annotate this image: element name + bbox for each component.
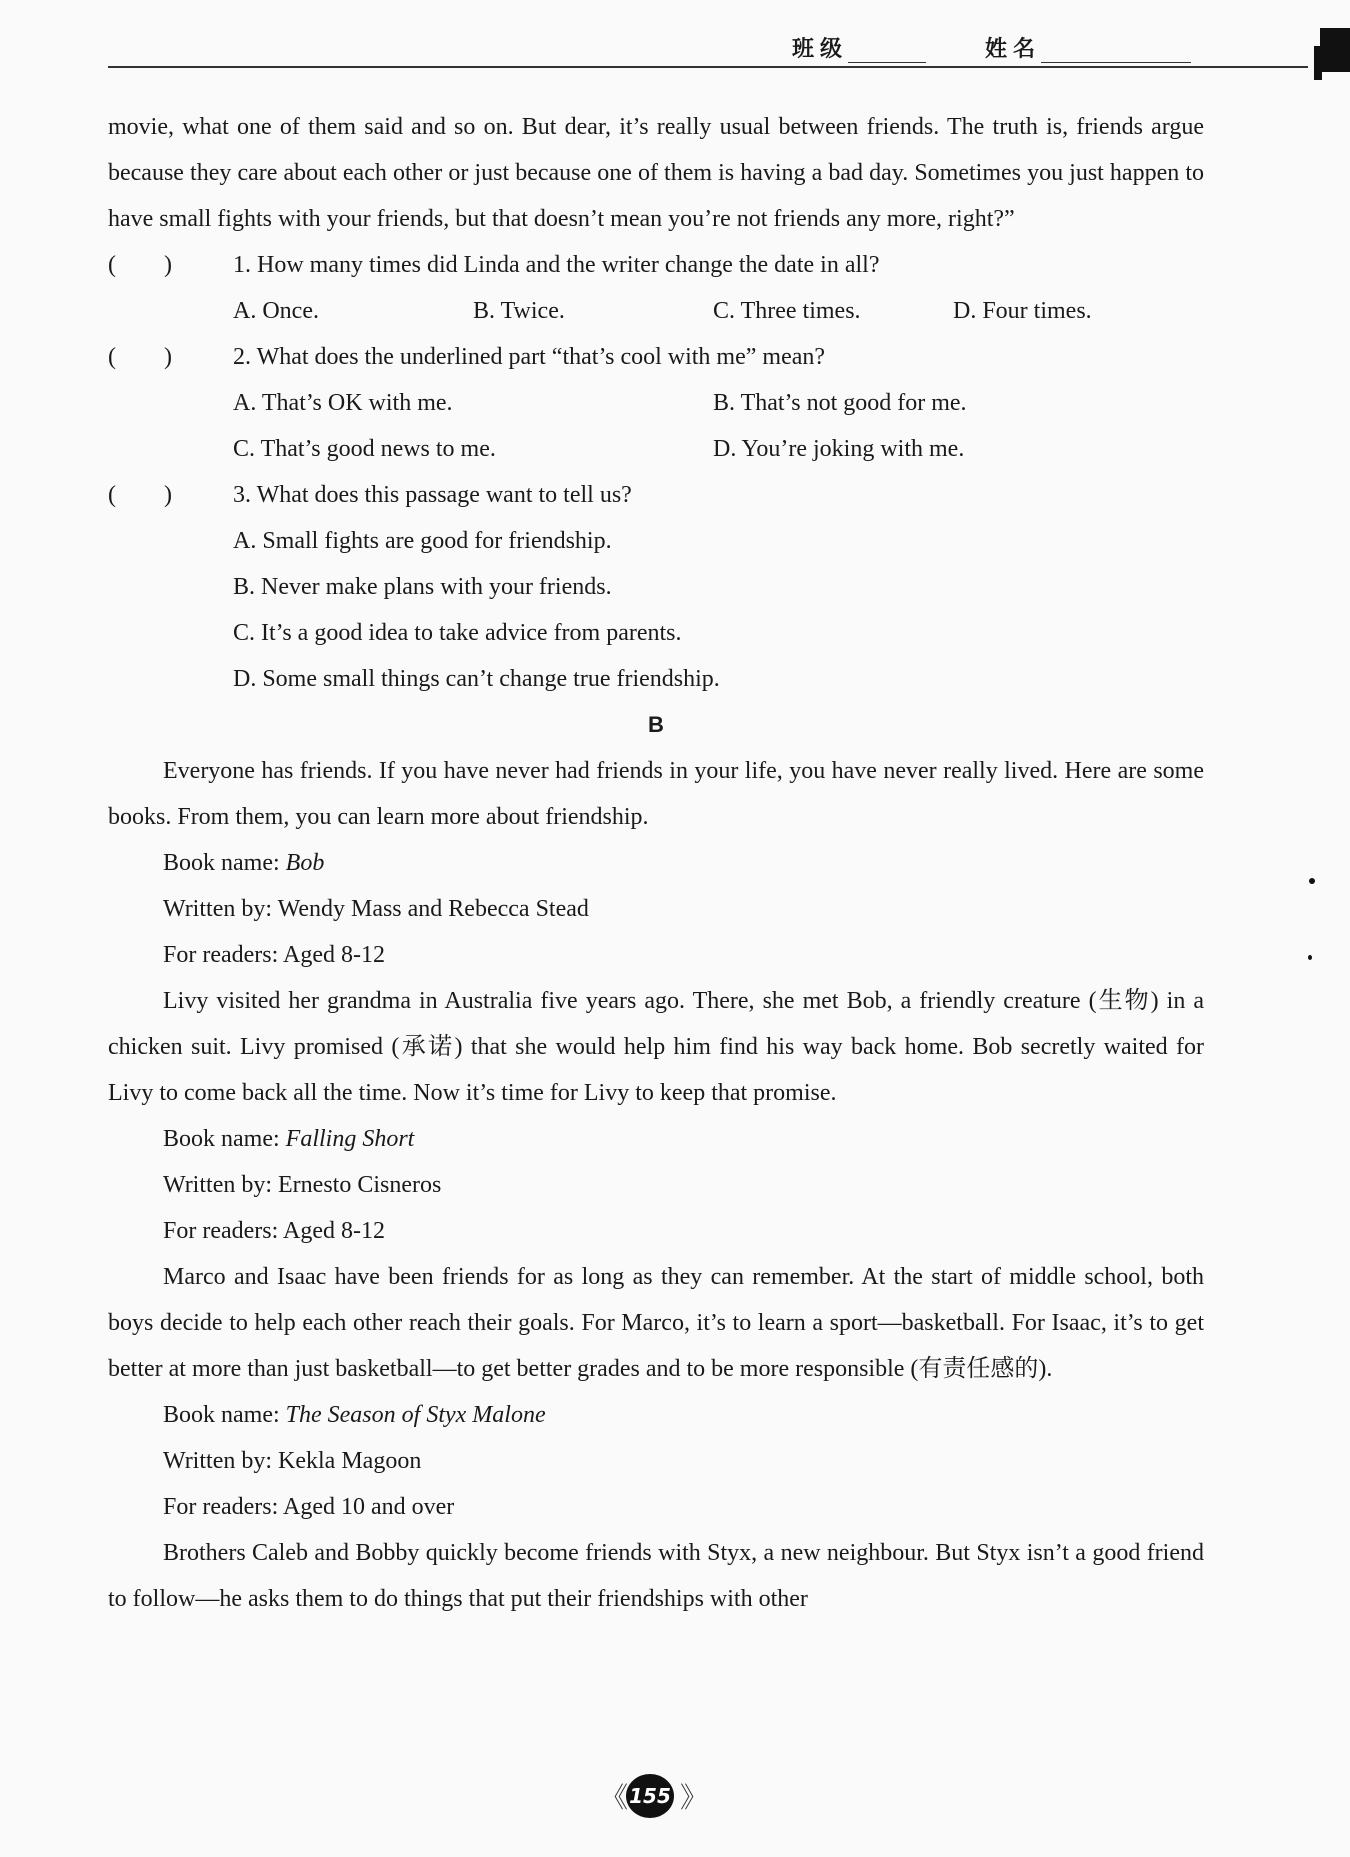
class-field bbox=[792, 32, 926, 63]
book-summary: Marco and Isaac have been friends for as long as they can remember. At the start of middle school, both boys decide to help each other reach their goals. For Marco, it’s to learn a sport—basketball. For Isaac, it’s to get better at more than just basketball—to get better grades and to be more responsible (有责任感的). bbox=[108, 1264, 1204, 1382]
name-label: 姓名 bbox=[985, 37, 1042, 62]
option-d: D. Four times. bbox=[953, 298, 1092, 324]
answer-blank-2[interactable]: ( ) bbox=[108, 344, 172, 370]
question-text: 1. How many times did Linda and the writer change the date in all? bbox=[233, 252, 880, 278]
section-heading-b: B bbox=[648, 712, 664, 737]
page-footer bbox=[600, 1772, 700, 1820]
question-3 bbox=[108, 472, 1204, 702]
question-1 bbox=[108, 242, 1204, 334]
book-title: The Season of Styx Malone bbox=[285, 1402, 546, 1428]
book-author: Wendy Mass and Rebecca Stead bbox=[277, 896, 589, 922]
option-b: B. Twice. bbox=[473, 298, 565, 324]
page-content bbox=[108, 104, 1204, 1622]
book-name-line: Book name: Bob bbox=[163, 850, 325, 876]
book-author: Kekla Magoon bbox=[278, 1448, 422, 1474]
margin-dot bbox=[1308, 955, 1312, 960]
option-a: A. Small fights are good for friendship. bbox=[233, 528, 612, 554]
answer-blank-1[interactable]: ( ) bbox=[108, 252, 172, 278]
book-entry-falling-short bbox=[108, 1116, 1204, 1392]
name-blank[interactable] bbox=[1041, 38, 1191, 63]
class-label: 班级 bbox=[792, 37, 849, 62]
book-author-line: Written by: Wendy Mass and Rebecca Stead bbox=[163, 896, 589, 922]
option-b: B. Never make plans with your friends. bbox=[233, 574, 612, 600]
question-text: 3. What does this passage want to tell us? bbox=[233, 482, 632, 508]
class-blank[interactable] bbox=[848, 38, 926, 63]
book-author: Ernesto Cisneros bbox=[278, 1172, 442, 1198]
answer-blank-3[interactable]: ( ) bbox=[108, 482, 172, 508]
passage-a-ending: movie, what one of them said and so on. But dear, it’s really usual between friends. The truth is, friends argue because they care about each other or just because one of them is having a bad day. Sometimes you just happen to have small fights with your friends, but that doesn’t mean you’re not friends any more, right?” bbox=[108, 114, 1204, 232]
option-c: C. Three times. bbox=[713, 298, 861, 324]
option-d: D. You’re joking with me. bbox=[713, 436, 965, 462]
book-name-line: Book name: Falling Short bbox=[163, 1126, 415, 1152]
book-name-line: Book name: The Season of Styx Malone bbox=[163, 1402, 546, 1428]
book-author-line: Written by: Kekla Magoon bbox=[163, 1448, 422, 1474]
book-readers-line: For readers: Aged 8-12 bbox=[163, 1218, 385, 1244]
options-row bbox=[108, 380, 1204, 426]
option-d: D. Some small things can’t change true friendship. bbox=[233, 666, 720, 692]
book-entry-bob bbox=[108, 840, 1204, 1116]
page-header bbox=[0, 28, 1350, 72]
option-b: B. That’s not good for me. bbox=[713, 390, 967, 416]
name-field bbox=[985, 32, 1191, 63]
question-2 bbox=[108, 334, 1204, 472]
options-row bbox=[108, 288, 1204, 334]
book-readers-line: For readers: Aged 10 and over bbox=[163, 1494, 455, 1520]
book-readers-line: For readers: Aged 8-12 bbox=[163, 942, 385, 968]
page-number: 155 bbox=[626, 1774, 674, 1818]
book-entry-styx-malone bbox=[108, 1392, 1204, 1622]
option-a: A. That’s OK with me. bbox=[233, 390, 453, 416]
option-c: C. It’s a good idea to take advice from parents. bbox=[233, 620, 682, 646]
book-summary: Brothers Caleb and Bobby quickly become friends with Styx, a new neighbour. But Styx isn’t a good friend to follow—he asks them to do things that put their friendships with other bbox=[108, 1540, 1204, 1612]
book-title: Falling Short bbox=[285, 1126, 415, 1152]
margin-dot bbox=[1309, 878, 1315, 884]
chevron-left-icon: 《 bbox=[600, 1781, 621, 1814]
question-text: 2. What does the underlined part “that’s cool with me” mean? bbox=[233, 344, 826, 370]
header-rule bbox=[108, 66, 1308, 68]
section-b-intro: Everyone has friends. If you have never had friends in your life, you have never really lived. Here are some books. From them, you can learn more about friendship. bbox=[108, 758, 1204, 830]
corner-tab bbox=[1314, 46, 1322, 80]
options-row bbox=[108, 426, 1204, 472]
book-readers: Aged 8-12 bbox=[282, 1218, 385, 1244]
option-a: A. Once. bbox=[233, 298, 319, 324]
corner-mark bbox=[1320, 28, 1350, 72]
book-author-line: Written by: Ernesto Cisneros bbox=[163, 1172, 442, 1198]
book-readers: Aged 8-12 bbox=[282, 942, 385, 968]
book-summary: Livy visited her grandma in Australia five years ago. There, she met Bob, a friendly creature (生物) in a chicken suit. Livy promised (承诺) that she would help him find his way back home. Bob secretly waited for Livy to come back all the time. Now it’s time for Livy to keep that promise. bbox=[108, 988, 1204, 1106]
chevron-right-icon: 》 bbox=[679, 1781, 700, 1814]
option-c: C. That’s good news to me. bbox=[233, 436, 496, 462]
book-title: Bob bbox=[285, 850, 325, 876]
book-readers: Aged 10 and over bbox=[282, 1494, 455, 1520]
